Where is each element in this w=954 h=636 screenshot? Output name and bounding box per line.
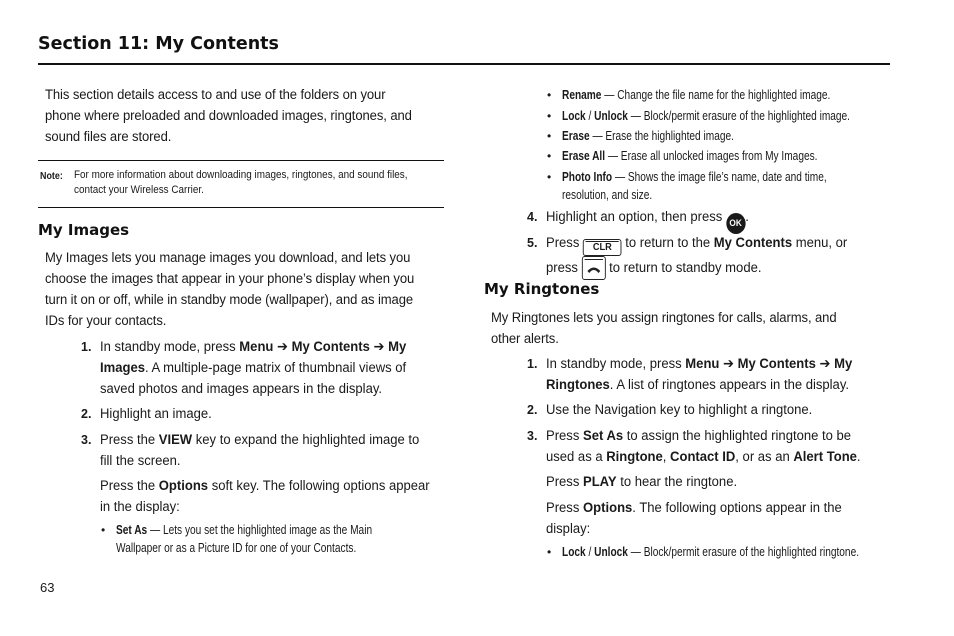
bullet-dot: • <box>547 129 552 143</box>
bullet-dot: • <box>547 545 552 559</box>
option-text: Set As — Lets you set the highlighted image as the Main Wallpaper or as a Picture ID for one of your Contacts. <box>116 522 373 555</box>
option-text: Photo Info — Shows the image file’s name, date and time, resolution, and size. <box>562 169 827 202</box>
bullet-dot: • <box>547 149 552 163</box>
end-key-icon <box>582 256 606 280</box>
step-text: Press PLAY to hear the ringtone. <box>546 474 738 490</box>
note-line: For more information about downloading images, ringtones, and sound files, <box>74 169 408 181</box>
ok-key-icon: OK <box>726 213 745 234</box>
option-text: Lock / Unlock — Block/permit erasure of the highlighted ringtone. <box>562 544 860 559</box>
intro-paragraph <box>45 85 444 148</box>
step-number: 3. <box>527 429 538 443</box>
step-text: Use the Navigation key to highlight a ringtone. <box>546 402 813 418</box>
my-ringtones-heading: My Ringtones <box>484 280 600 298</box>
step-number: 5. <box>527 236 538 250</box>
step-text: Press Options. The following options appear in the display: <box>546 500 842 537</box>
option-text: Lock / Unlock — Block/permit erasure of the highlighted image. <box>562 108 851 123</box>
option-text: Erase — Erase the highlighted image. <box>562 128 734 143</box>
step-text: In standby mode, press Menu ➔ My Contents ➔ My Ringtones. A list of ringtones appears in the display. <box>546 356 853 393</box>
intro-line: sound files are stored. <box>45 129 172 145</box>
option-text: Erase All — Erase all unlocked images from My Images. <box>562 148 818 163</box>
my-images-intro-line: choose the images that appear in your phone’s display when you <box>45 271 415 287</box>
page-number: 63 <box>40 580 55 595</box>
step-text: Highlight an option, then press OK . <box>546 207 749 234</box>
bullet-dot: • <box>547 109 552 123</box>
my-images-intro-line: My Images lets you manage images you download, and lets you <box>45 250 411 266</box>
intro-line: This section details access to and use of the folders on your <box>45 87 386 103</box>
step-number: 1. <box>81 340 92 354</box>
step-text: Press Set As to assign the highlighted ringtone to be used as a Ringtone, Contact ID, or as an Alert Tone. <box>546 428 861 465</box>
my-images-intro-line: turn it on or off, while in standby mode (wallpaper), and as image <box>45 292 414 308</box>
option-text: Rename — Change the file name for the highlighted image. <box>562 87 831 102</box>
bullet-dot: • <box>101 523 106 537</box>
step-text: Press the Options soft key. The following options appear in the display: <box>100 478 430 515</box>
step-number: 2. <box>81 407 92 421</box>
my-images-intro-line: IDs for your contacts. <box>45 313 167 329</box>
note-label: Note: <box>40 170 63 182</box>
step-number: 3. <box>81 433 92 447</box>
clr-key-icon: CLR <box>583 239 622 256</box>
step-text: Press CLR to return to the My Contents menu, or press to return to standby mode. <box>546 233 847 280</box>
my-images-heading: My Images <box>38 221 130 239</box>
note-line: contact your Wireless Carrier. <box>74 184 204 196</box>
bullet-dot: • <box>547 88 552 102</box>
step-text: Highlight an image. <box>100 406 212 422</box>
step-text: In standby mode, press Menu ➔ My Contents ➔ My Images. A multiple-page matrix of thumbnail views of saved photos and images appears in the display. <box>100 339 407 397</box>
my-ringtones-intro-line: My Ringtones lets you assign ringtones for calls, alarms, and <box>491 310 837 326</box>
my-ringtones-intro-line: other alerts. <box>491 331 559 347</box>
step-number: 4. <box>527 210 538 224</box>
my-images-intro <box>45 248 446 332</box>
section-title: Section 11: My Contents <box>38 34 279 54</box>
title-rule <box>38 63 890 65</box>
step-number: 1. <box>527 357 538 371</box>
bullet-dot: • <box>547 170 552 184</box>
intro-line: phone where preloaded and downloaded images, ringtones, and <box>45 108 412 124</box>
step-text: Press the VIEW key to expand the highlighted image to fill the screen. <box>100 432 420 469</box>
step-number: 2. <box>527 403 538 417</box>
my-ringtones-intro <box>491 308 867 350</box>
note-box <box>38 160 444 208</box>
